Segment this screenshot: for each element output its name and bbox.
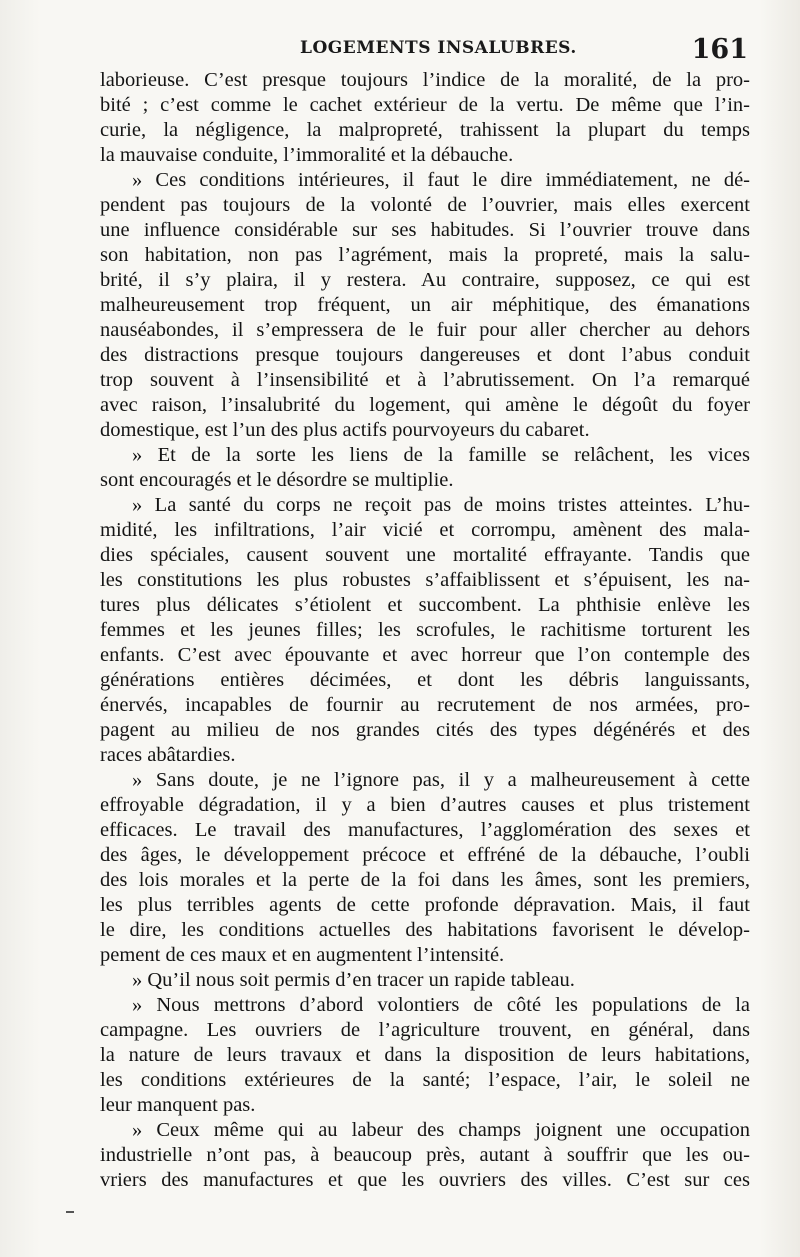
text-line: » Sans doute, je ne l’ignore pas, il y a malheureusement à cette [132,769,750,791]
text-line: sont encouragés et le désordre se multiplie. [100,469,454,491]
text-line: laborieuse. C’est presque toujours l’indice de la moralité, de la pro- [100,69,750,91]
text-line: » Qu’il nous soit permis d’en tracer un rapide tableau. [132,969,575,991]
text-line: bité ; c’est comme le cachet extérieur de la vertu. De même que l’in- [100,94,750,116]
text-line: industrielle n’ont pas, à beaucoup près, autant à souffrir que les ou- [100,1144,750,1166]
text-line: vriers des manufactures et que les ouvriers des villes. C’est sur ces [100,1169,750,1191]
body-text [100,68,750,1193]
text-line: effroyable dégradation, il y a bien d’autres causes et plus tristement [100,794,750,816]
text-line: une influence considérable sur ses habitudes. Si l’ouvrier trouve dans [100,219,750,241]
text-line: avec raison, l’insalubrité du logement, qui amène le dégoût du foyer [100,394,750,416]
text-line: campagne. Les ouvriers de l’agriculture trouvent, en général, dans [100,1019,750,1041]
text-line: trop souvent à l’insensibilité et à l’abrutissement. On l’a remarqué [100,369,750,391]
text-line: curie, la négligence, la malpropreté, trahissent la plupart du temps [100,119,750,141]
text-line: le dire, les conditions actuelles des habitations favorisent le dévelop- [100,919,750,941]
text-line: enfants. C’est avec épouvante et avec horreur que l’on contemple des [100,644,750,666]
page-number: 161 [691,34,748,65]
text-line: des lois morales et la perte de la foi dans les âmes, sont les premiers, [100,869,750,891]
text-line: races abâtardies. [100,744,236,766]
text-line: » Nous mettrons d’abord volontiers de côté les populations de la [132,994,750,1016]
text-line: » Ceux même qui au labeur des champs joignent une occupation [132,1119,750,1141]
text-line: dies spéciales, causent souvent une mortalité effrayante. Tandis que [100,544,750,566]
margin-mark [66,1211,74,1213]
text-line: » Et de la sorte les liens de la famille se relâchent, les vices [132,444,750,466]
text-line: générations entières décimées, et dont les débris languissants, [100,669,750,691]
text-line: brité, il s’y plaira, il y restera. Au contraire, supposez, ce qui est [100,269,750,291]
text-line: domestique, est l’un des plus actifs pourvoyeurs du cabaret. [100,419,590,441]
text-line: » La santé du corps ne reçoit pas de moins tristes atteintes. L’hu- [132,494,750,516]
text-line: la nature de leurs travaux et dans la disposition de leurs habitations, [100,1044,750,1066]
running-head [100,34,748,70]
text-line: leur manquent pas. [100,1094,256,1116]
text-line: pagent au milieu de nos grandes cités des types dégénérés et des [100,719,750,741]
text-line: les plus terribles agents de cette profonde dépravation. Mais, il faut [100,894,750,916]
text-line: énervés, incapables de fournir au recrutement de nos armées, pro- [100,694,750,716]
text-line: les conditions extérieures de la santé; l’espace, l’air, le soleil ne [100,1069,750,1091]
text-line: efficaces. Le travail des manufactures, l’agglomération des sexes et [100,819,750,841]
text-line: » Ces conditions intérieures, il faut le dire immédiatement, ne dé- [132,169,750,191]
text-line: des âges, le développement précoce et effréné de la débauche, l’oubli [100,844,750,866]
text-line: les constitutions les plus robustes s’affaiblissent et s’épuisent, les na- [100,569,750,591]
text-line: son habitation, non pas l’agrément, mais la propreté, mais la salu- [100,244,750,266]
text-line: pendent pas toujours de la volonté de l’ouvrier, mais elles exercent [100,194,750,216]
text-line: malheureusement trop fréquent, un air méphitique, des émanations [100,294,750,316]
text-line: nauséabondes, il s’empressera de le fuir pour aller chercher au dehors [100,319,750,341]
running-title: LOGEMENTS INSALUBRES. [300,38,577,58]
text-line: midité, les infiltrations, l’air vicié et corrompu, amènent des mala- [100,519,750,541]
text-line: des distractions presque toujours dangereuses et dont l’abus conduit [100,344,750,366]
text-line: tures plus délicates s’étiolent et succombent. La phthisie enlève les [100,594,750,616]
text-line: femmes et les jeunes filles; les scrofules, le rachitisme torturent les [100,619,750,641]
text-line: la mauvaise conduite, l’immoralité et la débauche. [100,144,514,166]
text-line: pement de ces maux et en augmentent l’intensité. [100,944,505,966]
